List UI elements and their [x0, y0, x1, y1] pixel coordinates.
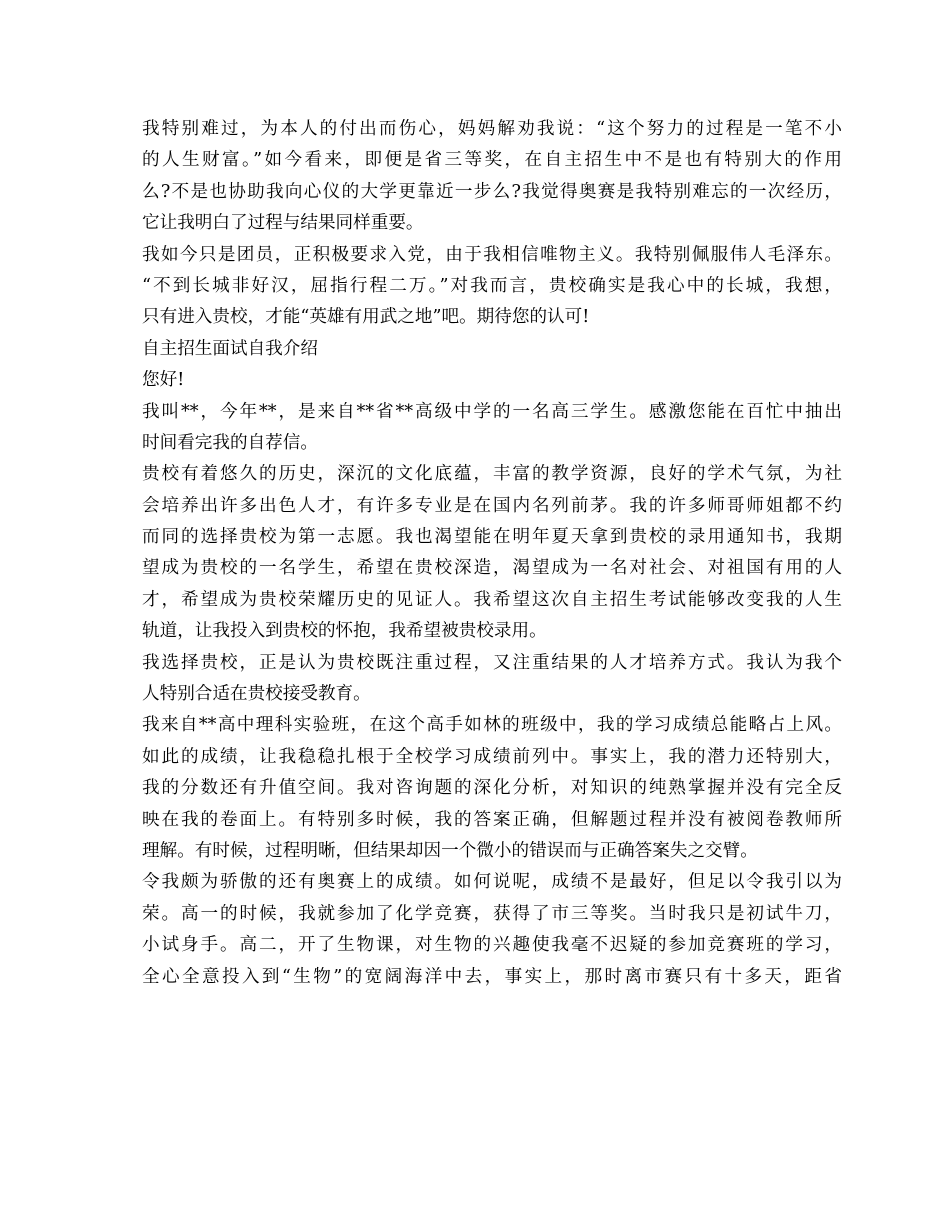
- text-line: 只有进入贵校，才能“英雄有用武之地”吧。期待您的认可!: [142, 307, 590, 328]
- text-line: 贵校有着悠久的历史，深沉的文化底蕴，丰富的教学资源，良好的学术气氛，为社: [142, 464, 842, 485]
- text-line: 我的分数还有升值空间。我对咨询题的深化分析，对知识的纯熟掌握并没有完全反: [142, 778, 842, 799]
- text-line: 的人生财富。”如今看来，即便是省三等奖，在自主招生中不是也有特别大的作用: [142, 150, 842, 171]
- text-line: 小试身手。高二，开了生物课，对生物的兴趣使我毫不迟疑的参加竞赛班的学习，: [142, 935, 842, 956]
- text-line: 我叫**，今年**，是来自**省**高级中学的一名高三学生。感激您能在百忙中抽出: [142, 401, 842, 422]
- text-line: 而同的选择贵校为第一志愿。我也渴望能在明年夏天拿到贵校的录用通知书，我期: [142, 527, 842, 548]
- text-line: 自主招生面试自我介绍: [142, 338, 318, 359]
- text-line: 望成为贵校的一名学生，希望在贵校深造，渴望成为一名对社会、对祖国有用的人: [142, 558, 842, 579]
- text-line: 它让我明白了过程与结果同样重要。: [142, 213, 424, 234]
- text-line: 轨道，让我投入到贵校的怀抱，我希望被贵校录用。: [142, 621, 547, 642]
- document-body: [142, 114, 842, 993]
- text-line: 理解。有时候，过程明晰，但结果却因一个微小的错误而与正确答案失之交臂。: [142, 840, 758, 861]
- text-line: 您好!: [142, 370, 185, 391]
- text-line: 我来自**高中理科实验班，在这个高手如林的班级中，我的学习成绩总能略占上风。: [142, 715, 842, 736]
- text-line: 我选择贵校，正是认为贵校既注重过程，又注重结果的人才培养方式。我认为我个: [142, 652, 842, 673]
- text-line: 才，希望成为贵校荣耀历史的见证人。我希望这次自主招生考试能够改变我的人生: [142, 589, 842, 610]
- text-line: 荣。高一的时候，我就参加了化学竞赛，获得了市三等奖。当时我只是初试牛刀，: [142, 903, 842, 924]
- text-line: 令我颇为骄傲的还有奥赛上的成绩。如何说呢，成绩不是最好，但足以令我引以为: [142, 872, 842, 893]
- text-line: 人特别合适在贵校接受教育。: [142, 684, 371, 705]
- text-line: 么?不是也协助我向心仪的大学更靠近一步么?我觉得奥赛是我特别难忘的一次经历，: [142, 181, 842, 202]
- text-line: 我特别难过，为本人的付出而伤心，妈妈解劝我说：“这个努力的过程是一笔不小: [142, 119, 842, 139]
- text-line: 映在我的卷面上。有特别多时候，我的答案正确，但解题过程并没有被阅卷教师所: [142, 809, 842, 830]
- text-line: “不到长城非好汉，屈指行程二万。”对我而言，贵校确实是我心中的长城，我想，: [142, 275, 842, 296]
- text-line: 会培养出许多出色人才，有许多专业是在国内名列前茅。我的许多师哥师姐都不约: [142, 495, 842, 516]
- text-line: 时间看完我的自荐信。: [142, 432, 318, 453]
- text-line: 全心全意投入到“生物”的宽阔海洋中去，事实上，那时离市赛只有十多天，距省: [142, 966, 842, 987]
- text-line: 如此的成绩，让我稳稳扎根于全校学习成绩前列中。事实上，我的潜力还特别大，: [142, 746, 842, 767]
- text-line: 我如今只是团员，正积极要求入党，由于我相信唯物主义。我特别佩服伟人毛泽东。: [142, 244, 842, 265]
